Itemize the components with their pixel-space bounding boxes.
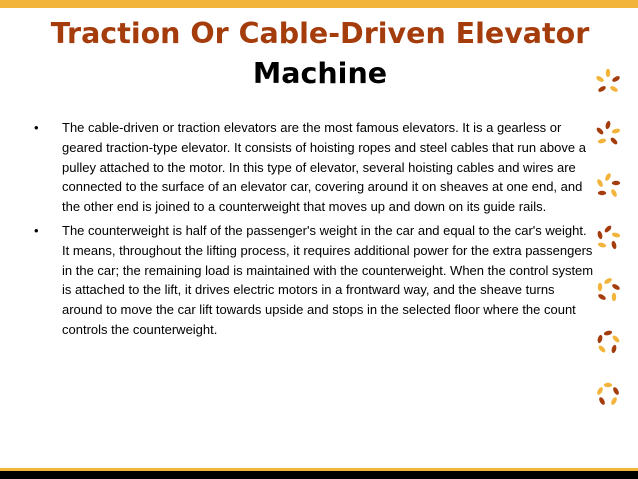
leaf-cluster-icon [597, 330, 621, 354]
leaf-icon [595, 75, 604, 83]
leaf-icon [611, 344, 617, 353]
leaf-cluster-icon [595, 120, 620, 145]
leaf-icon [605, 120, 611, 129]
leaf-icon [603, 224, 612, 233]
leaf-cluster-icon [596, 383, 620, 406]
leaf-icon [597, 293, 606, 301]
bullet-icon: • [34, 222, 39, 238]
footer-bar [0, 470, 638, 479]
leaf-icon [611, 283, 620, 291]
bullet-text: The counterweight is half of the passenger's weight in the car and equal to the car's weight. It means, throughout the lifting process, it requires additional power for the extra passengers in the car; the remaining load is maintained with the counterweight. When the control system is attached to the lift, it drives electric motors in a frontward way, and the sheave turns around to move the car lift towards upside and stops in the selected floor where the count controls the counterweight. [62, 222, 594, 337]
bullet-item [34, 118, 594, 217]
leaf-icon [612, 386, 620, 395]
leaf-icon [611, 232, 620, 238]
leaf-icon [597, 242, 606, 248]
leaf-icon [603, 277, 612, 285]
leaf-icon [597, 138, 606, 144]
top-accent-bar [0, 0, 638, 8]
leaf-icon [597, 334, 603, 343]
bullet-item [34, 221, 594, 340]
leaf-icon [595, 126, 604, 135]
leaf-icon [597, 230, 603, 239]
leaf-cluster-icon [597, 277, 620, 301]
leaf-icon [610, 188, 618, 197]
leaf-icon [598, 191, 606, 195]
title-line-2: Machine [252, 57, 388, 90]
leaf-icon [603, 330, 612, 336]
leaf-icon [604, 383, 612, 387]
leaf-icon [609, 136, 618, 145]
leaf-icon [610, 396, 618, 405]
title-line-1: Traction Or Cable-Driven Elevator [50, 17, 590, 50]
bullet-icon: • [34, 120, 39, 135]
leaf-icon [611, 240, 617, 249]
leaf-cluster-icon [596, 172, 620, 197]
leaf-icon [612, 293, 616, 301]
leaf-icon [604, 172, 612, 181]
leaf-icon [597, 85, 606, 93]
leaf-icon [598, 396, 606, 405]
leaf-icon [609, 85, 618, 93]
leaf-icon [597, 344, 606, 353]
leaf-icon [611, 75, 620, 83]
slide-title [30, 14, 610, 94]
leaf-icon [596, 386, 604, 395]
leaf-icon [606, 69, 610, 77]
leaf-cluster-icon [597, 224, 621, 249]
decorative-leaf-pattern [588, 60, 628, 430]
bullet-list [34, 118, 594, 344]
leaf-icon [596, 178, 604, 187]
leaf-cluster-icon [595, 69, 620, 93]
leaf-icon [611, 128, 620, 134]
bullet-text: The cable-driven or traction elevators are the most famous elevators. It is a gearless or geared traction-type elevator. It consists of hoisting ropes and steel cables that run above a pulley attached to the motor. In this type of elevator, several hoisting cables and wires are connected to the surface of an elevator car, covering around it on sheaves at one end, and the other end is joined to a counterweight that moves up and down on its guide rails. [62, 120, 586, 215]
leaf-icon [612, 181, 620, 185]
leaf-icon [611, 334, 620, 343]
leaf-icon [598, 283, 602, 291]
